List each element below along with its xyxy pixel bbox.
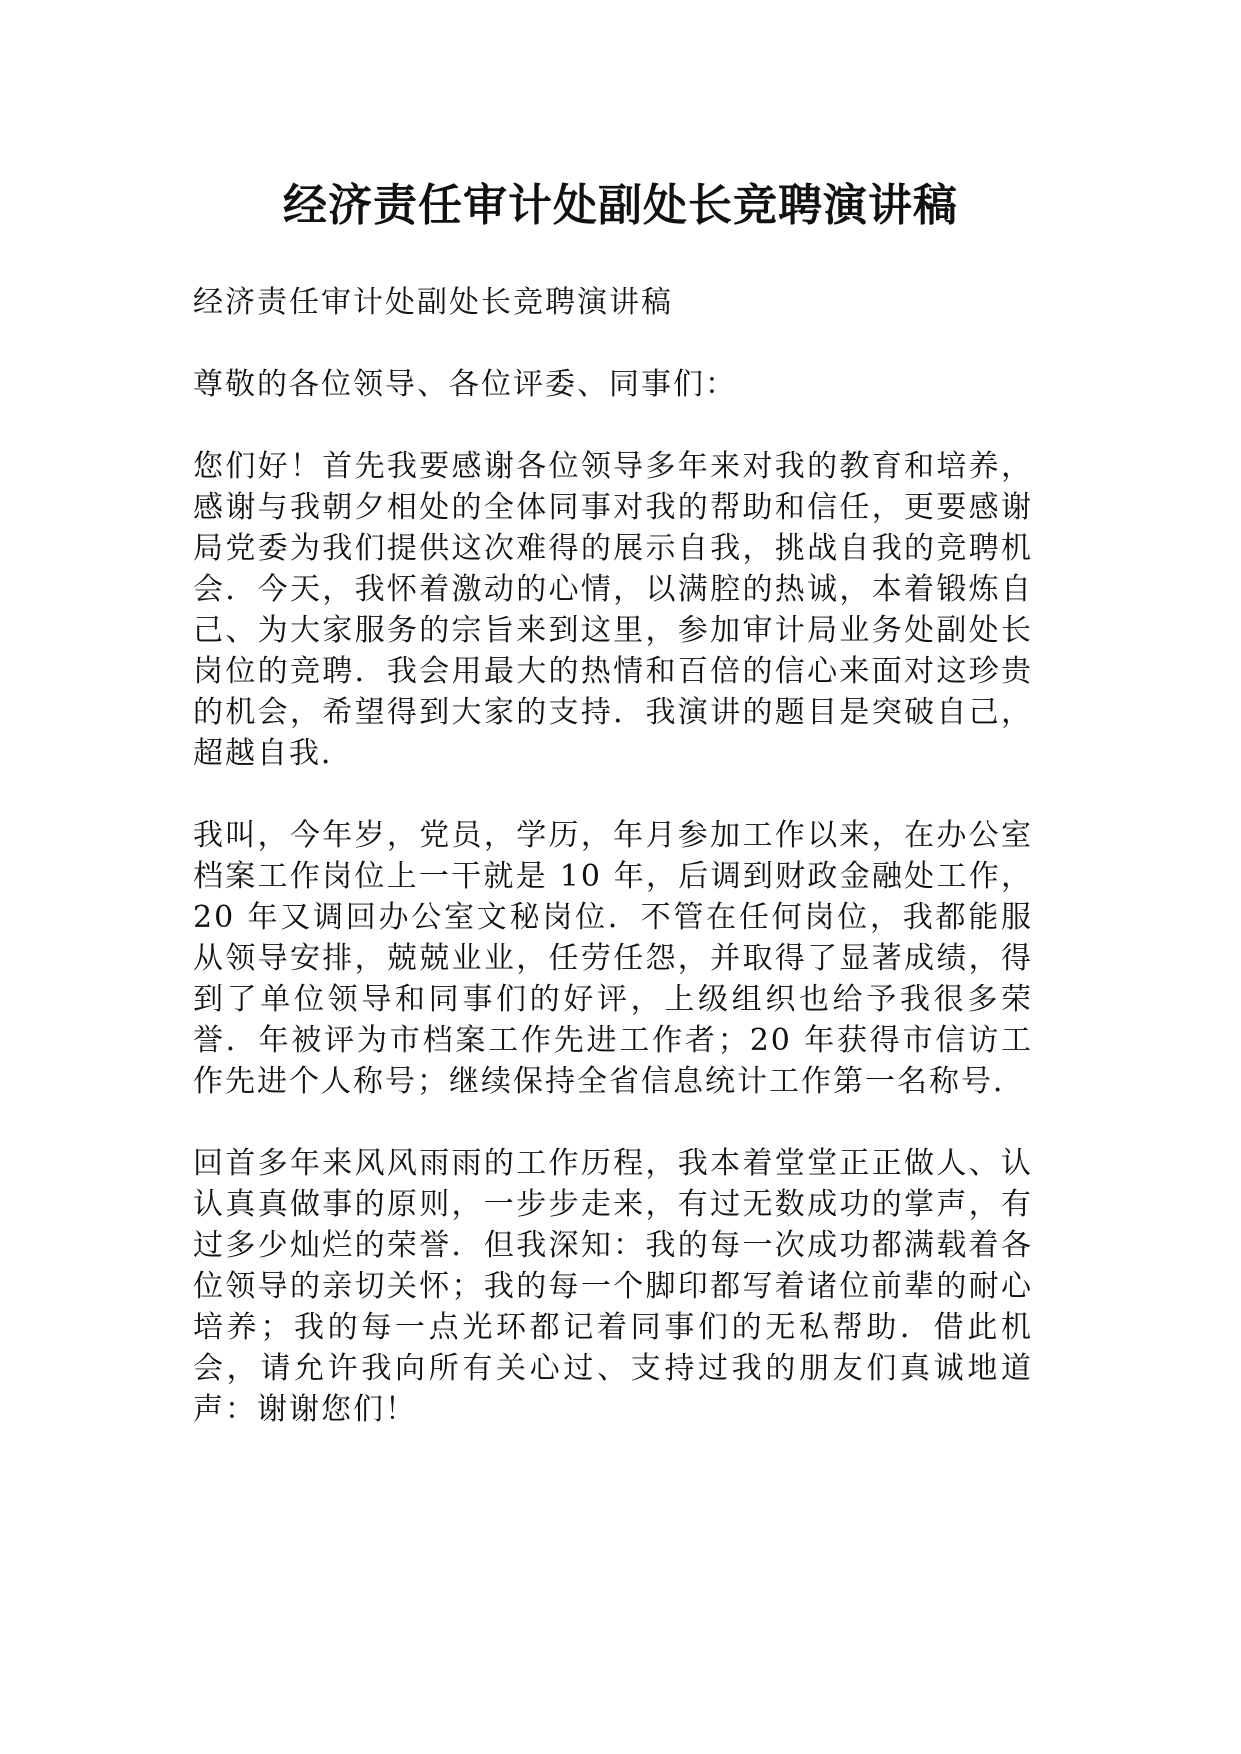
paragraph-greeting: 尊敬的各位领导、各位评委、同事们： xyxy=(193,367,737,402)
document-subtitle: 经济责任审计处副处长竞聘演讲稿 xyxy=(193,285,673,320)
document-title: 经济责任审计处副处长竞聘演讲稿 xyxy=(283,180,958,231)
paragraph-background: 我叫，今年岁，党员，学历，年月参加工作以来，在办公室档案工作岗位上一干就是 10 年，后调到财政金融处工作，20 年又调回办公室文秘岗位．不管在任何岗位，我都能服从领导安排，兢兢业业，任劳任怨，并取得了显著成绩，得到了单位领导和同事们的好评，上级组织也给予我很多荣誉．年被评为市档案工作先进工作者；20 年获得市信访工作先进个人称号；继续保持全省信息统计工作第一名称号． xyxy=(193,818,1033,1099)
paragraph-thanks: 回首多年来风风雨雨的工作历程，我本着堂堂正正做人、认认真真做事的原则，一步步走来，有过无数成功的掌声，有过多少灿烂的荣誉．但我深知：我的每一次成功都满载着各位领导的亲切关怀；我的每一个脚印都写着诸位前辈的耐心培养；我的每一点光环都记着同事们的无私帮助．借此机会，请允许我向所有关心过、支持过我的朋友们真诚地道声：谢谢您们！ xyxy=(193,1146,1033,1427)
document-body xyxy=(193,282,1033,1471)
paragraph-intro: 您们好！首先我要感谢各位领导多年来对我的教育和培养，感谢与我朝夕相处的全体同事对我的帮助和信任，更要感谢局党委为我们提供这次难得的展示自我，挑战自我的竞聘机会．今天，我怀着激动的心情，以满腔的热诚，本着锻炼自己、为大家服务的宗旨来到这里，参加审计局业务处副处长岗位的竞聘．我会用最大的热情和百倍的信心来面对这珍贵的机会，希望得到大家的支持．我演讲的题目是突破自己，超越自我． xyxy=(193,449,1033,771)
